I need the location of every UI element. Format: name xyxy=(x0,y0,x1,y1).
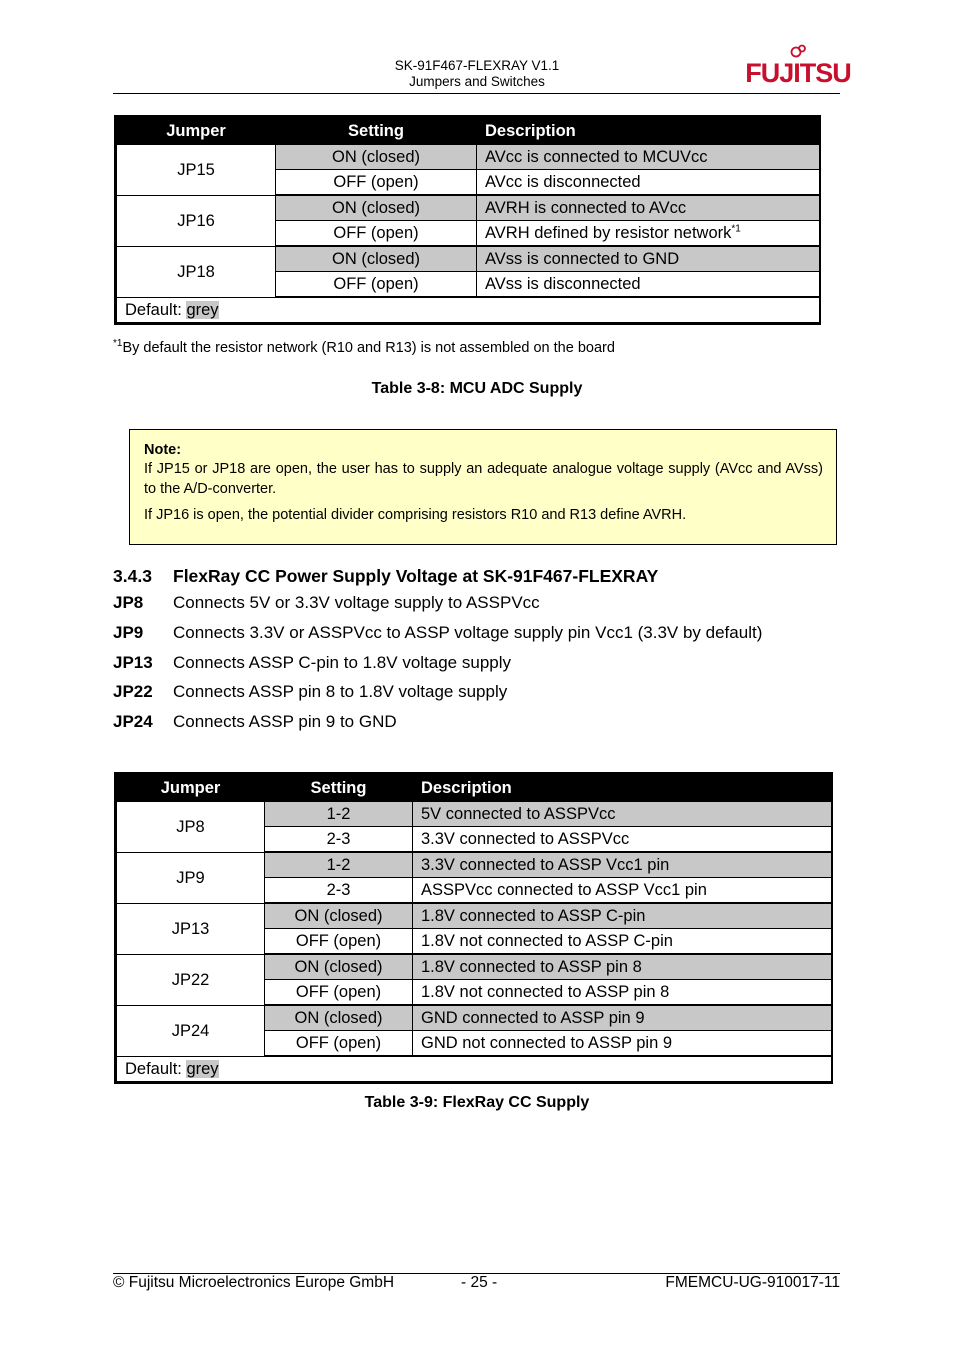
setting-cell: 1-2 xyxy=(265,802,413,827)
jumper-key: JP13 xyxy=(113,653,153,672)
svg-text:FUJITSU: FUJITSU xyxy=(745,58,851,88)
list-item xyxy=(113,710,397,734)
setting-cell: OFF (open) xyxy=(265,980,413,1006)
jumper-cell: JP15 xyxy=(117,145,276,196)
description-cell: 1.8V connected to ASSP C-pin xyxy=(413,903,832,929)
jumper-text: Connects ASSP pin 9 to GND xyxy=(173,712,397,731)
description-cell: AVRH is connected to AVcc xyxy=(477,195,820,221)
list-item xyxy=(113,680,507,704)
default-legend xyxy=(117,297,820,323)
jumper-text: Connects ASSP C-pin to 1.8V voltage supply xyxy=(173,653,511,672)
jumper-text: Connects 3.3V or ASSPVcc to ASSP voltage supply pin Vcc1 (3.3V by default) xyxy=(173,623,763,642)
description-text: AVRH defined by resistor network xyxy=(485,224,732,242)
fujitsu-logo xyxy=(745,44,851,90)
setting-cell: OFF (open) xyxy=(276,170,477,196)
description-cell: AVcc is connected to MCUVcc xyxy=(477,145,820,170)
setting-cell: ON (closed) xyxy=(276,195,477,221)
flexray-cc-supply-table xyxy=(114,772,833,1084)
jumper-cell: JP18 xyxy=(117,246,276,297)
page-footer xyxy=(113,1273,840,1293)
description-cell: 3.3V connected to ASSPVcc xyxy=(413,827,832,853)
default-legend xyxy=(117,1056,832,1082)
table-caption-3-9: Table 3-9: FlexRay CC Supply xyxy=(364,1094,590,1111)
column-header-setting: Setting xyxy=(276,118,477,145)
footnote xyxy=(113,340,615,356)
setting-cell: OFF (open) xyxy=(276,272,477,298)
setting-cell: 2-3 xyxy=(265,827,413,853)
setting-cell: OFF (open) xyxy=(265,929,413,955)
description-cell: 1.8V connected to ASSP pin 8 xyxy=(413,954,832,980)
section-title: FlexRay CC Power Supply Voltage at SK-91F467-FLEXRAY xyxy=(173,566,659,586)
table-row xyxy=(117,1005,832,1031)
description-cell: GND connected to ASSP pin 9 xyxy=(413,1005,832,1031)
header-rule xyxy=(113,93,840,94)
table-row xyxy=(117,852,832,878)
description-cell: AVcc is disconnected xyxy=(477,170,820,196)
jumper-cell: JP16 xyxy=(117,195,276,246)
jumper-text: Connects ASSP pin 8 to 1.8V voltage supply xyxy=(173,682,508,701)
footnote-mark: *1 xyxy=(113,338,123,350)
section-heading xyxy=(113,566,658,587)
table-row xyxy=(117,802,832,827)
table-row xyxy=(117,145,820,170)
setting-cell: 1-2 xyxy=(265,852,413,878)
setting-cell: ON (closed) xyxy=(276,246,477,272)
footnote-text: By default the resistor network (R10 and R13) is not assembled on the board xyxy=(122,340,615,356)
column-header-description: Description xyxy=(477,118,820,145)
table-row xyxy=(117,195,820,221)
description-cell: ASSPVcc connected to ASSP Vcc1 pin xyxy=(413,878,832,904)
column-header-setting: Setting xyxy=(265,775,413,802)
jumper-key: JP22 xyxy=(113,682,153,701)
note-paragraph-2: If JP16 is open, the potential divider comprising resistors R10 and R13 define AVRH. xyxy=(144,507,687,523)
default-grey-word: grey xyxy=(186,1060,219,1078)
list-item xyxy=(113,651,511,675)
footer-document-id: FMEMCU-UG-910017-11 xyxy=(665,1274,840,1291)
description-cell: 5V connected to ASSPVcc xyxy=(413,802,832,827)
description-cell xyxy=(477,221,820,247)
jumper-cell: JP8 xyxy=(117,802,265,853)
mcu-adc-supply-table xyxy=(114,115,821,325)
description-cell: AVss is disconnected xyxy=(477,272,820,298)
jumper-cell: JP24 xyxy=(117,1005,265,1056)
footnote-marker: *1 xyxy=(731,223,741,235)
setting-cell: ON (closed) xyxy=(265,1005,413,1031)
column-header-description: Description xyxy=(413,775,832,802)
jumper-key: JP8 xyxy=(113,593,144,612)
setting-cell: ON (closed) xyxy=(276,145,477,170)
description-cell: GND not connected to ASSP pin 9 xyxy=(413,1031,832,1057)
description-cell: AVss is connected to GND xyxy=(477,246,820,272)
jumper-key: JP9 xyxy=(113,623,144,642)
list-item xyxy=(113,621,762,645)
footer-page-number: - 25 - xyxy=(461,1274,498,1291)
header-chapter-title: Jumpers and Switches xyxy=(409,74,545,89)
default-row xyxy=(117,1056,832,1082)
default-grey-word: grey xyxy=(186,301,219,319)
jumper-cell: JP13 xyxy=(117,903,265,954)
setting-cell: OFF (open) xyxy=(276,221,477,247)
jumper-key: JP24 xyxy=(113,712,153,731)
table-caption-3-8: Table 3-8: MCU ADC Supply xyxy=(371,380,583,397)
default-row xyxy=(117,297,820,323)
column-header-jumper: Jumper xyxy=(117,118,276,145)
table-row xyxy=(117,903,832,929)
column-header-jumper: Jumper xyxy=(117,775,265,802)
default-label: Default: xyxy=(125,301,187,319)
note-box xyxy=(129,429,837,545)
jumper-cell: JP22 xyxy=(117,954,265,1005)
note-paragraph-1: If JP15 or JP18 are open, the user has to supply an adequate analogue voltage supply (AVcc and AVss) to the A/D-converter. xyxy=(144,461,823,497)
table-row xyxy=(117,246,820,272)
description-cell: 1.8V not connected to ASSP C-pin xyxy=(413,929,832,955)
default-label: Default: xyxy=(125,1060,187,1078)
jumper-cell: JP9 xyxy=(117,852,265,903)
setting-cell: ON (closed) xyxy=(265,954,413,980)
setting-cell: OFF (open) xyxy=(265,1031,413,1057)
note-title: Note: xyxy=(144,442,182,458)
jumper-text: Connects 5V or 3.3V voltage supply to ASSPVcc xyxy=(173,593,540,612)
list-item xyxy=(113,591,540,615)
section-number: 3.4.3 xyxy=(113,566,152,586)
description-cell: 1.8V not connected to ASSP pin 8 xyxy=(413,980,832,1006)
footer-copyright: © Fujitsu Microelectronics Europe GmbH xyxy=(113,1274,395,1291)
header-document-title: SK-91F467-FLEXRAY V1.1 xyxy=(394,58,560,73)
setting-cell: ON (closed) xyxy=(265,903,413,929)
table-row xyxy=(117,954,832,980)
setting-cell: 2-3 xyxy=(265,878,413,904)
description-cell: 3.3V connected to ASSP Vcc1 pin xyxy=(413,852,832,878)
